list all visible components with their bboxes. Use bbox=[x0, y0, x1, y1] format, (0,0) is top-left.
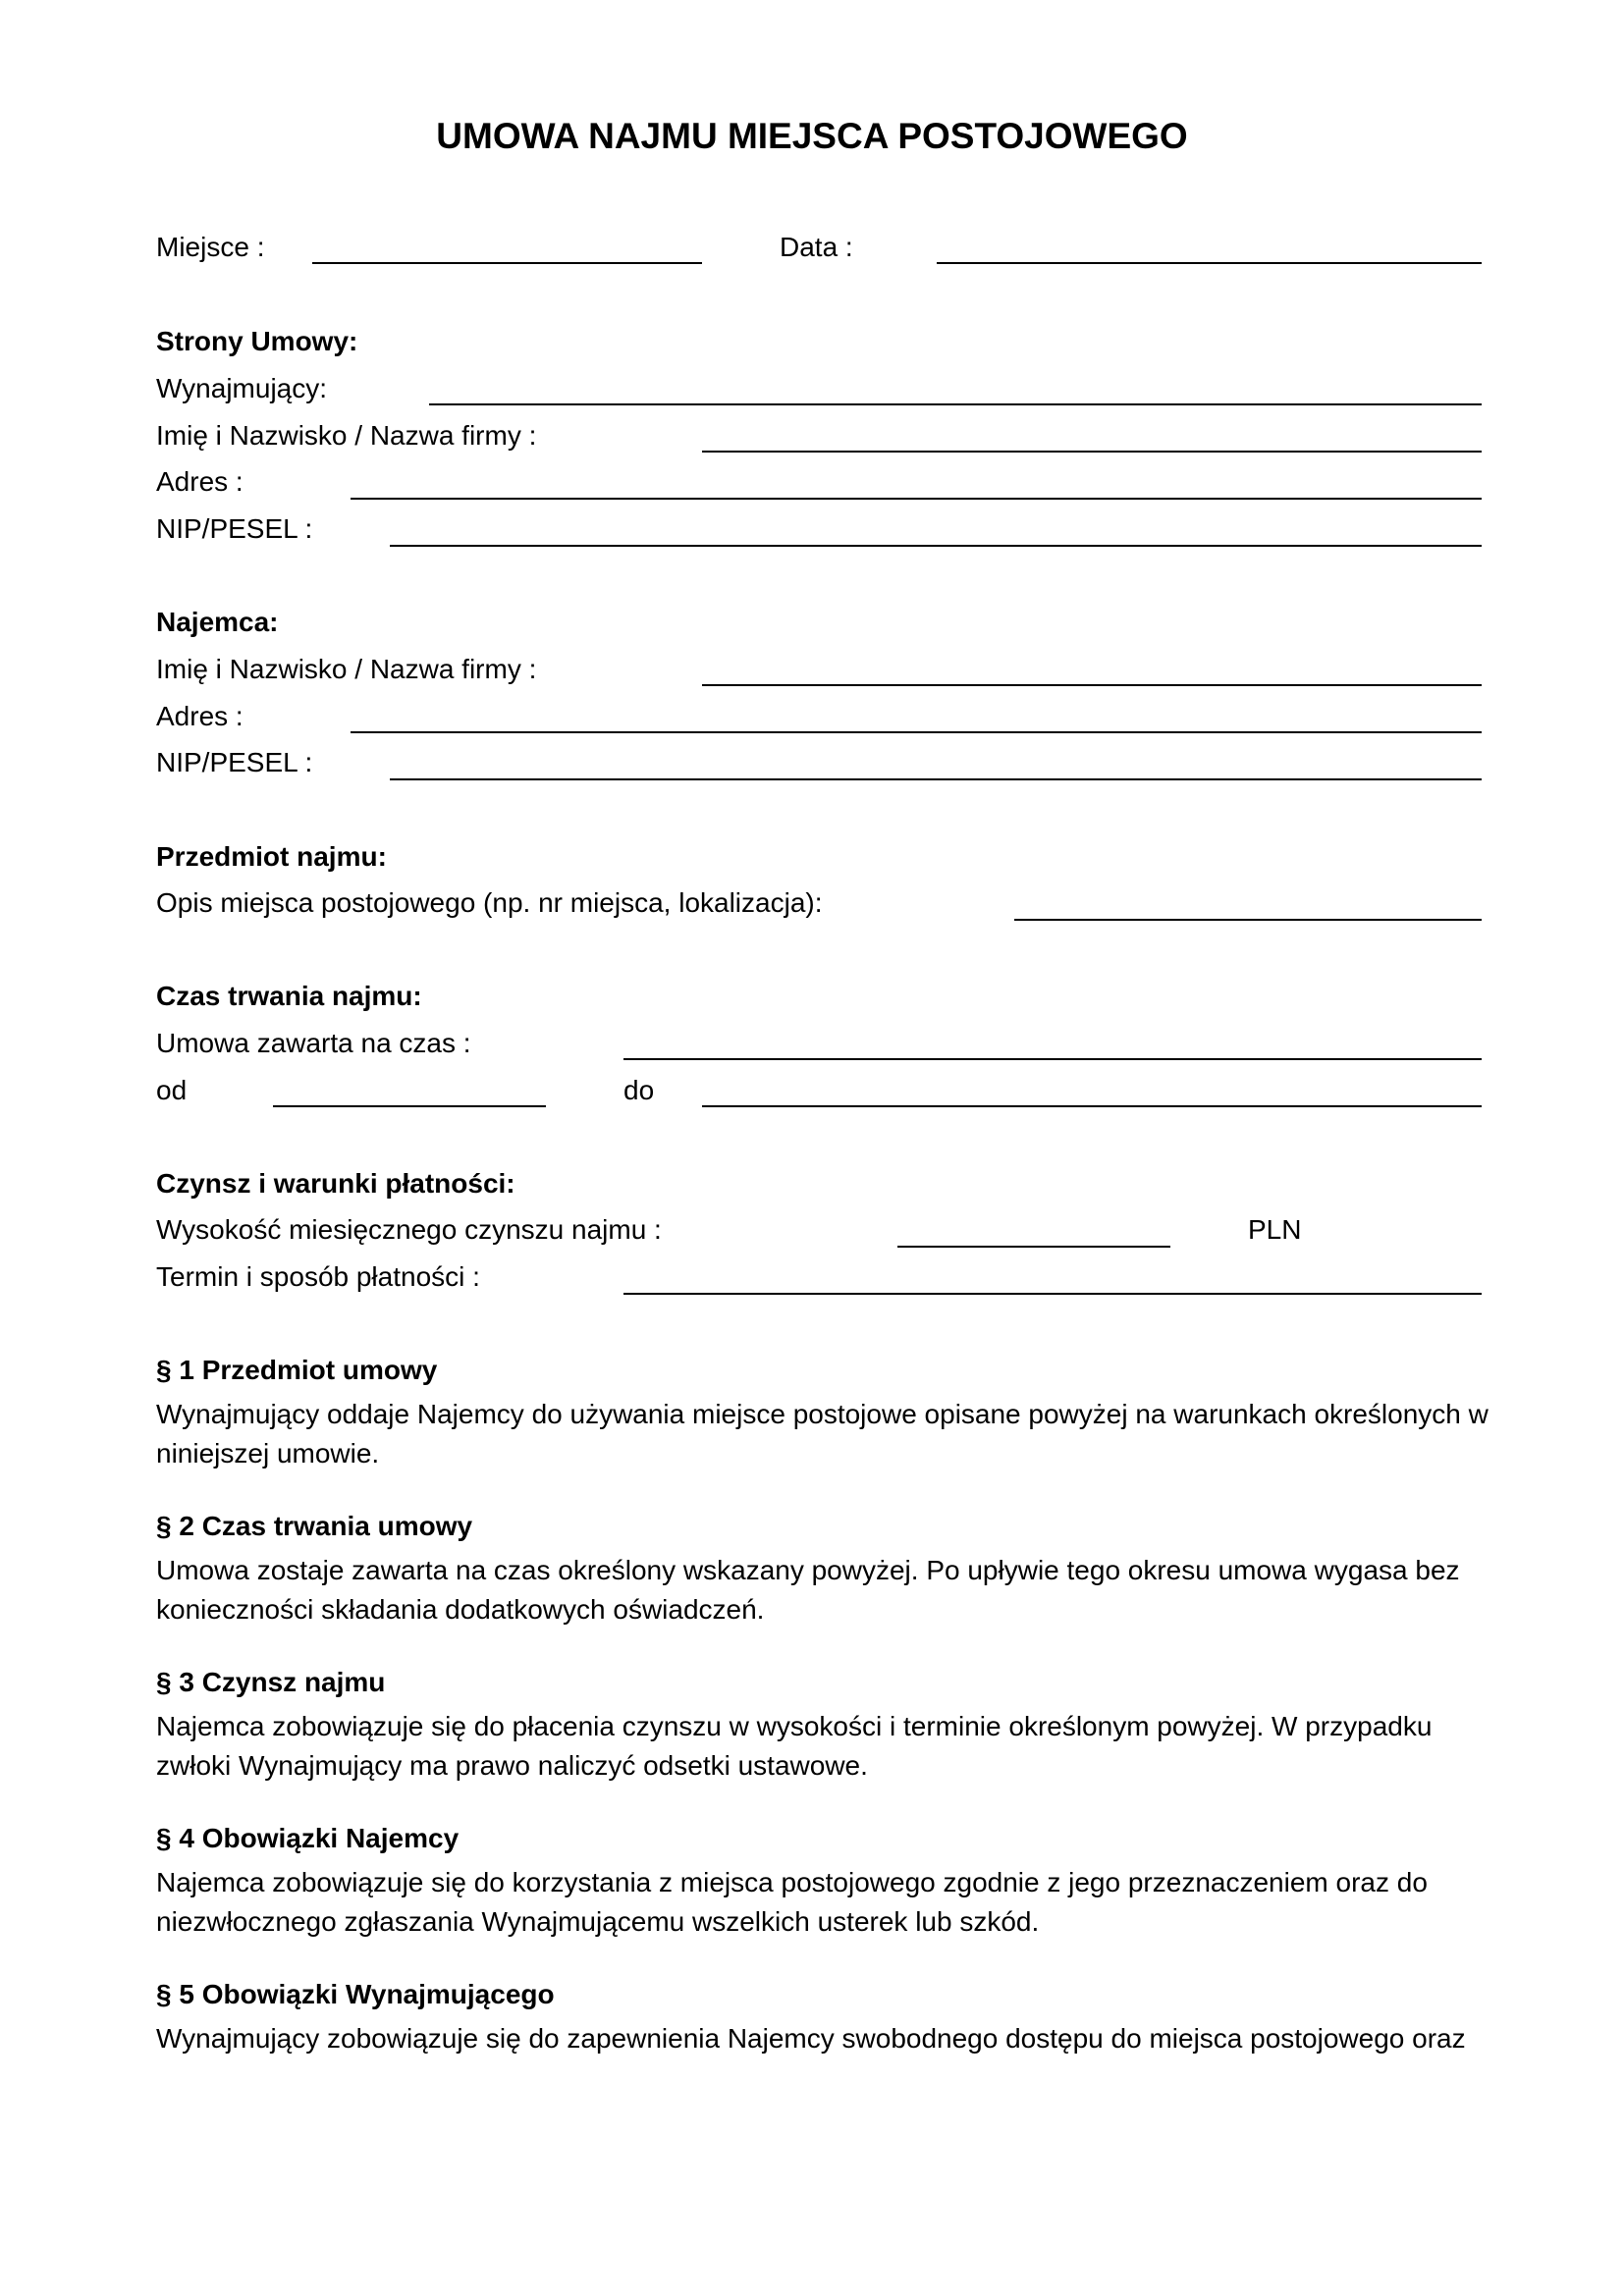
rent-amount-label: Wysokość miesięcznego czynszu najmu : bbox=[156, 1214, 662, 1245]
section-1-text: Wynajmujący oddaje Najemcy do używania miejsce postojowe opisane powyżej na warunkach określonych w niniejszej umowie. bbox=[156, 1399, 1489, 1468]
place-field[interactable] bbox=[312, 262, 702, 264]
tenant-id-field[interactable] bbox=[390, 778, 1482, 780]
section-1-heading: § 1 Przedmiot umowy bbox=[156, 1355, 438, 1385]
rent-heading: Czynsz i warunki płatności: bbox=[156, 1168, 515, 1199]
tenant-name-label: Imię i Nazwisko / Nazwa firmy : bbox=[156, 654, 537, 684]
duration-term-label: Umowa zawarta na czas : bbox=[156, 1028, 471, 1058]
section-3-text: Najemca zobowiązuje się do płacenia czynszu w wysokości i terminie określonym powyżej. W przypadku zwłoki Wynajmujący ma prawo naliczyć odsetki ustawowe. bbox=[156, 1711, 1433, 1781]
section-5-heading: § 5 Obowiązki Wynajmującego bbox=[156, 1979, 555, 2009]
date-field[interactable] bbox=[937, 262, 1482, 264]
section-4-text: Najemca zobowiązuje się do korzystania z miejsca postojowego zgodnie z jego przeznaczeniem oraz do niezwłocznego zgłaszania Wynajmującemu wszelkich usterek lub szkód. bbox=[156, 1867, 1428, 1937]
parties-heading: Strony Umowy: bbox=[156, 326, 358, 356]
duration-to-field[interactable] bbox=[702, 1105, 1482, 1107]
landlord-name-field[interactable] bbox=[702, 451, 1482, 453]
section-4-heading: § 4 Obowiązki Najemcy bbox=[156, 1823, 460, 1853]
rent-payment-label: Termin i sposób płatności : bbox=[156, 1261, 480, 1292]
subject-description-label: Opis miejsca postojowego (np. nr miejsca, lokalizacja): bbox=[156, 887, 823, 918]
tenant-heading: Najemca: bbox=[156, 607, 279, 637]
section-3-heading: § 3 Czynsz najmu bbox=[156, 1667, 386, 1697]
tenant-name-field[interactable] bbox=[702, 684, 1482, 686]
landlord-name-label: Imię i Nazwisko / Nazwa firmy : bbox=[156, 420, 537, 451]
tenant-address-label: Adres : bbox=[156, 701, 244, 731]
rent-payment-field[interactable] bbox=[623, 1293, 1482, 1295]
subject-heading: Przedmiot najmu: bbox=[156, 841, 387, 872]
duration-heading: Czas trwania najmu: bbox=[156, 981, 422, 1011]
landlord-address-field[interactable] bbox=[351, 498, 1482, 500]
duration-to-label: do bbox=[623, 1075, 655, 1105]
document-title: UMOWA NAJMU MIEJSCA POSTOJOWEGO bbox=[436, 116, 1188, 156]
date-label: Data : bbox=[780, 232, 853, 262]
subject-description-field[interactable] bbox=[1014, 919, 1482, 921]
section-2-heading: § 2 Czas trwania umowy bbox=[156, 1511, 473, 1541]
section-5-text: Wynajmujący zobowiązuje się do zapewnienia Najemcy swobodnego dostępu do miejsca postojowego oraz bbox=[156, 2023, 1466, 2054]
landlord-id-label: NIP/PESEL : bbox=[156, 513, 313, 544]
landlord-label: Wynajmujący: bbox=[156, 373, 328, 403]
section-2-text: Umowa zostaje zawarta na czas określony wskazany powyżej. Po upływie tego okresu umowa wygasa bez konieczności składania dodatkowych oświadczeń. bbox=[156, 1555, 1460, 1625]
landlord-address-label: Adres : bbox=[156, 466, 244, 497]
tenant-address-field[interactable] bbox=[351, 731, 1482, 733]
duration-from-field[interactable] bbox=[273, 1105, 546, 1107]
duration-term-field[interactable] bbox=[623, 1058, 1482, 1060]
landlord-id-field[interactable] bbox=[390, 545, 1482, 547]
tenant-id-label: NIP/PESEL : bbox=[156, 747, 313, 777]
duration-from-label: od bbox=[156, 1075, 188, 1105]
rent-currency: PLN bbox=[1248, 1214, 1302, 1245]
landlord-field[interactable] bbox=[429, 403, 1482, 405]
rent-amount-field[interactable] bbox=[897, 1246, 1170, 1248]
place-label: Miejsce : bbox=[156, 232, 265, 262]
